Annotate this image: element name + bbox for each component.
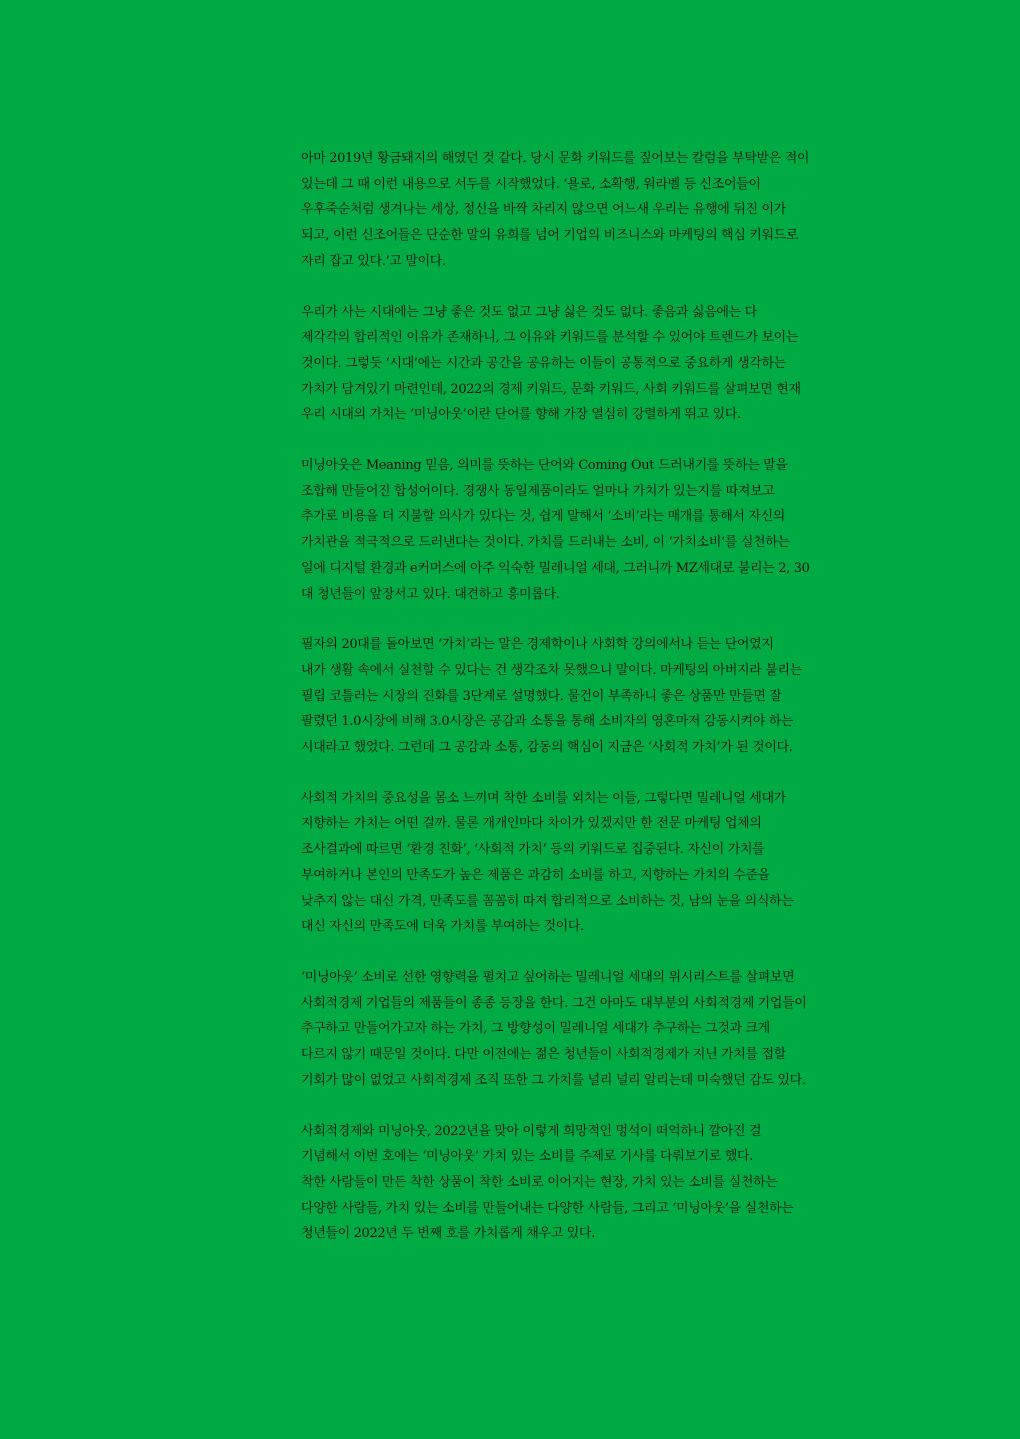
text-line: 제각각의 합리적인 이유가 존재하니, 그 이유와 키워드를 분석할 수 있어야 트렌드가 보이는 — [301, 330, 799, 346]
text-line: 사회적 가치의 중요성을 몸소 느끼며 착한 소비를 외치는 이들, 그렇다면 밀레니얼 세대가 — [301, 790, 786, 806]
paragraph-5 — [301, 786, 901, 940]
text-line: 우후죽순처럼 생겨나는 세상, 정신을 바짝 차리지 않으면 어느새 우리는 유행에 뒤진 이가 — [301, 202, 786, 218]
text-line: 추가로 비용을 더 지불할 의사가 있다는 것, 쉽게 말해서 ‘소비’라는 매개를 통해서 자신의 — [301, 509, 786, 525]
text-line: 것이다. 그렇듯 ‘시대’에는 시간과 공간을 공유하는 이들이 공통적으로 중요하게 생각하는 — [301, 355, 786, 371]
text-line: 미닝아웃은 Meaning 믿음, 의미를 뜻하는 단어와 Coming Out 드러내기를 뜻하는 말을 — [301, 458, 788, 474]
text-line: 착한 사람들이 만든 착한 상품이 착한 소비로 이어지는 현장, 가치 있는 소비를 실천하는 — [301, 1174, 778, 1190]
text-line: 사회적경제와 미닝아웃, 2022년을 맞아 이렇게 희망적인 멍석이 떠억하니 깔아진 걸 — [301, 1123, 762, 1139]
text-line: 추구하고 만들어가고자 하는 가치, 그 방향성이 밀레니얼 세대가 추구하는 그것과 크게 — [301, 1021, 770, 1037]
text-line: 지향하는 가치는 어떤 걸까. 물론 개개인마다 차이가 있겠지만 한 전문 마케팅 업체의 — [301, 816, 762, 832]
text-line: 일에 디지털 환경과 e커머스에 아주 익숙한 밀레니얼 세대, 그러니까 MZ세대로 불리는 2, 30 — [301, 560, 810, 576]
text-line: 우리 시대의 가치는 ‘미닝아웃’이란 단어를 향해 가장 열심히 강렬하게 뛰고 있다. — [301, 407, 741, 423]
paragraph-4 — [301, 632, 901, 761]
text-line: 조합해 만들어진 합성어이다. 경쟁사 동일제품이라도 얼마나 가치가 있는지를 따져보고 — [301, 483, 775, 499]
text-line: 팔렸던 1.0시장에 비해 3.0시장은 공감과 소통을 통해 소비자의 영혼마저 감동시켜야 하는 — [301, 714, 794, 730]
paragraph-6 — [301, 965, 901, 1094]
text-line: 기회가 많이 없었고 사회적경제 조직 또한 그 가치를 널리 널리 알리는데 미숙했던 감도 있다. — [301, 1072, 806, 1088]
text-line: 다양한 사람들, 가치 있는 소비를 만들어내는 다양한 사람들, 그리고 ‘미닝아웃’을 실천하는 — [301, 1200, 794, 1216]
text-line: 우리가 사는 시대에는 그냥 좋은 것도 없고 그냥 싫은 것도 없다. 좋음과 싫음에는 다 — [301, 304, 757, 320]
text-line: 가치관을 적극적으로 드러낸다는 것이다. 가치를 드러내는 소비, 이 ‘가치소비’를 실천하는 — [301, 535, 790, 551]
paragraph-2 — [301, 300, 901, 429]
text-line: 사회적경제 기업들의 제품들이 종종 등장을 한다. 그건 아마도 대부분의 사회적경제 기업들이 — [301, 995, 807, 1011]
text-line: 필자의 20대를 돌아보면 ‘가치’라는 말은 경제학이나 사회학 강의에서나 듣는 단어였지 — [301, 637, 774, 653]
text-line: 조사결과에 따르면 ‘환경 친화’, ‘사회적 가치’ 등의 키워드로 집중된다. 자신이 가치를 — [301, 842, 765, 858]
text-line: 내가 생활 속에서 실천할 수 있다는 건 생각조차 못했으니 말이다. 마케팅의 아버지라 불리는 — [301, 662, 802, 678]
text-line: 부여하거나 본인의 만족도가 높은 제품은 과감히 소비를 하고, 지향하는 가치의 수준을 — [301, 867, 770, 883]
text-line: 가치가 담겨있기 마련인데, 2022의 경제 키워드, 문화 키워드, 사회 키워드를 살펴보면 현재 — [301, 381, 801, 397]
text-line: 있는데 그 때 이런 내용으로 서두를 시작했었다. ‘욜로, 소확행, 워라벨 등 신조어들이 — [301, 176, 761, 192]
text-line: 시대라고 했었다. 그런데 그 공감과 소통, 감동의 핵심이 지금은 ‘사회적 가치’가 된 것이다. — [301, 740, 793, 756]
paragraph-1 — [301, 146, 901, 275]
text-line: 필립 코틀러는 시장의 진화를 3단계로 설명했다. 물건이 부족하니 좋은 상품만 만들면 잘 — [301, 688, 782, 704]
text-line: ‘미닝아웃’ 소비로 선한 영향력을 펼치고 싶어하는 밀레니얼 세대의 위시리스트를 살펴보면 — [301, 969, 795, 985]
text-line: 대신 자신의 만족도에 더욱 가치를 부여하는 것이다. — [301, 919, 584, 935]
paragraph-7 — [301, 1119, 901, 1248]
text-line: 아마 2019년 황금돼지의 해였던 것 같다. 당시 문화 키워드를 짚어보는 칼럼을 부탁받은 적이 — [301, 151, 810, 166]
text-line: 대 청년들이 앞장서고 있다. 대견하고 흥미롭다. — [301, 586, 560, 602]
paragraph-3 — [301, 453, 901, 607]
text-line: 다르지 않기 때문일 것이다. 다만 이전에는 젊은 청년들이 사회적경제가 지닌 가치를 접할 — [301, 1047, 786, 1063]
article-body — [301, 146, 901, 1272]
text-line: 자리 잡고 있다.’고 말이다. — [301, 253, 446, 269]
text-line: 청년들이 2022년 두 번째 호를 가치롭게 채우고 있다. — [301, 1226, 595, 1242]
text-line: 되고, 이런 신조어들은 단순한 말의 유희를 넘어 기업의 비즈니스와 마케팅의 핵심 키워드로 — [301, 228, 799, 244]
text-line: 낮추지 않는 대신 가격, 만족도를 꼼꼼히 따져 합리적으로 소비하는 것, 남의 눈을 의식하는 — [301, 893, 794, 909]
text-line: 기념해서 이번 호에는 ‘미닝아웃’ 가치 있는 소비를 주제로 기사를 다뤄보기로 했다. — [301, 1149, 754, 1165]
